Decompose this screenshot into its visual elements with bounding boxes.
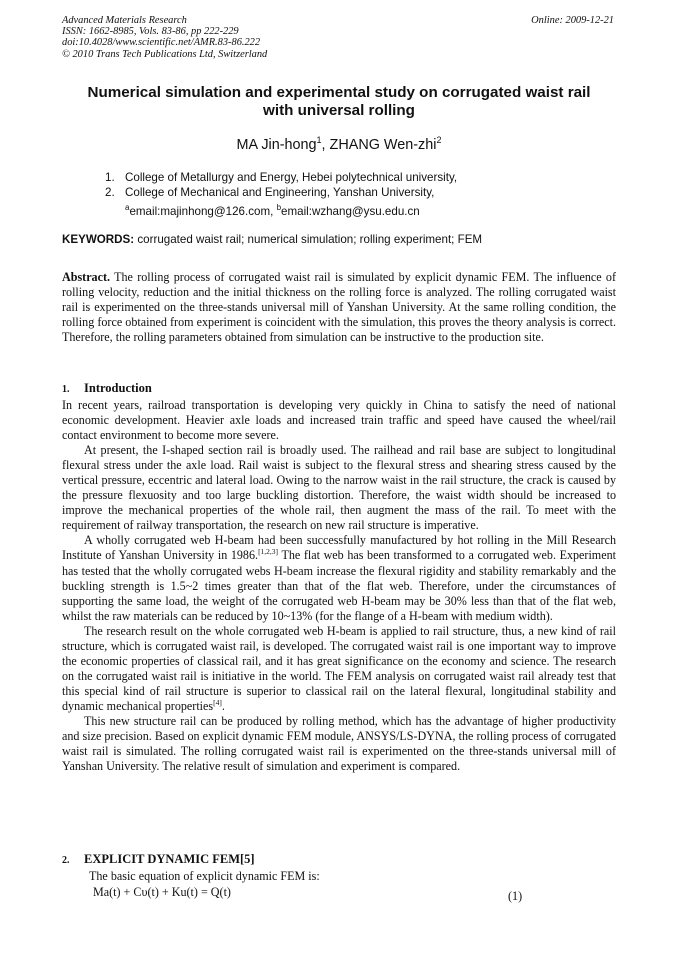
keywords <box>62 233 482 246</box>
paragraph: In recent years, railroad transportation is developing very quickly in China to satisfy the need of national economic development. Heavier axle loads and increased train traffic and speed have caused the wheel/rail contact environment to become more severe. <box>62 398 616 443</box>
email-a-marker: a <box>125 203 130 212</box>
email-line <box>105 200 457 219</box>
paragraph: This new structure rail can be produced by rolling method, which has the advantage of higher productivity and size precision. Based on explicit dynamic FEM module, ANSYS/LS-DYNA, the rolling process of corrugated waist rail is simulated. The rolling corrugated waist rail is experimented on the three-stands universal mill of Yanshan University. The relative result of simulation and experiment is compared. <box>62 713 616 774</box>
email-b-marker: b <box>276 203 282 212</box>
citation: [1,2,3] <box>258 547 279 557</box>
section-1-heading <box>62 381 152 396</box>
section-2-heading <box>62 852 255 867</box>
affiliation-item <box>105 170 457 185</box>
section-2-intro <box>89 869 589 884</box>
paragraph-text: A wholly corrugated web H-beam had been successfully manufactured by hot rolling in the Mill Research Institute of Yanshan University in 1986. <box>62 533 616 563</box>
section-1-number: 1. <box>62 384 70 395</box>
journal-doi: doi:10.4028/www.scientific.net/AMR.83-86.222 <box>62 37 261 49</box>
keywords-label: KEYWORDS: <box>62 233 135 246</box>
affiliation-item <box>105 185 457 200</box>
email-a: email:majinhong@126.com, <box>129 204 277 218</box>
paragraph <box>62 533 616 623</box>
email-b: email:wzhang@ysu.edu.cn <box>281 204 420 218</box>
journal-name: Advanced Materials Research <box>62 15 187 26</box>
paragraph-text: . <box>221 698 225 713</box>
abstract-label: Abstract. <box>62 270 111 284</box>
author-2: ZHANG Wen-zhi <box>329 136 437 153</box>
affiliations <box>105 170 457 219</box>
abstract <box>62 270 616 345</box>
section-2-number: 2. <box>62 855 70 866</box>
paragraph: At present, the I-shaped section rail is broadly used. The railhead and rail base are subject to longitudinal flexural stress under the axle load. Rail waist is subject to the flexural stress and shearing stress caused by the vertical pressure, eccentric and lateral load. Owing to the narrow waist in the rail structure, the crack is caused by the pressure flexuosity and too large buckling distortion. Therefore, the waist width should be increased to improve the mechanical properties of the whole rail, then augment the mass of the rail. To meet with the requirement of railway transportation, the research on new rail structure is imperative. <box>62 443 616 533</box>
paragraph-text: The research result on the whole corrugated web H-beam is applied to rail structure, thus, a new kind of rail structure, which is corrugated waist rail, is developed. The corrugated waist rail is one important way to improve the economic properties of classical rail, and it has great significance on the economy and science. The research on the corrugated waist rail is initiative in the world. The FEM analysis on corrugated waist rail already test that this special kind of rail structure is superior to classical rail on the lateral flexural, longitudinal stability and dynamic mechanical properties <box>62 623 616 713</box>
affiliation-text: College of Metallurgy and Energy, Hebei polytechnical university, <box>125 171 458 184</box>
journal-copyright: © 2010 Trans Tech Publications Ltd, Switzerland <box>62 48 268 60</box>
author-1-affil: 1 <box>316 135 322 145</box>
affiliation-text: College of Mechanical and Engineering, Yanshan University, <box>125 186 435 199</box>
citation: [4] <box>213 697 222 707</box>
paragraph-text: The flat web has been transformed to a corrugated web. Experiment has tested that the wholly corrugated webs H-beam increase the flexural rigidity and stability remarkably and the buckling strength is 1.5~2 times greater than that of the flat web. Therefore, under the circumstances of supporting the same load, the weight of the corrugated web H-beam may be 30% less than that of the flat web, whilst the raw materials can be reduced by 10~13% (for the flange of a H-beam with medium width). <box>62 548 616 623</box>
paragraph: The basic equation of explicit dynamic FEM is: <box>89 869 320 883</box>
section-1-title: Introduction <box>84 381 152 395</box>
affiliation-number: 2. <box>105 186 115 199</box>
online-date: Online: 2009-12-21 <box>531 15 614 26</box>
paragraph <box>62 624 616 714</box>
equation: Ma(t) + Cυ(t) + Ku(t) = Q(t) <box>93 885 231 899</box>
author-list <box>62 135 616 153</box>
paper-title-line1: Numerical simulation and experimental study on corrugated waist rail <box>87 84 591 101</box>
paper-title-line2: with universal rolling <box>263 102 415 119</box>
author-2-affil: 2 <box>436 135 442 145</box>
abstract-text: The rolling process of corrugated waist rail is simulated by explicit dynamic FEM. The influence of rolling velocity, reduction and the initial thickness on the rolling force is analyzed. The rolling corrugated waist rail is experimented on the three-stands universal mill of Yanshan University. At the same rolling condition, the rolling force obtained from experiment is coincident with the simulation, this proves the theory analysis is correct. Therefore, the rolling parameters obtained from simulation can be instructive to the production site. <box>62 270 616 345</box>
equation-number: (1) <box>508 889 523 903</box>
keywords-text: corrugated waist rail; numerical simulation; rolling experiment; FEM <box>134 233 483 246</box>
affiliation-number: 1. <box>105 171 115 184</box>
author-1: MA Jin-hong <box>236 136 317 153</box>
paper-title <box>62 84 616 120</box>
section-2-title: EXPLICIT DYNAMIC FEM[5] <box>84 852 255 866</box>
author-separator: , <box>321 136 330 153</box>
journal-header <box>62 15 267 60</box>
journal-issn: ISSN: 1662-8985, Vols. 83-86, pp 222-229 <box>62 26 239 38</box>
section-1-body <box>62 398 616 774</box>
